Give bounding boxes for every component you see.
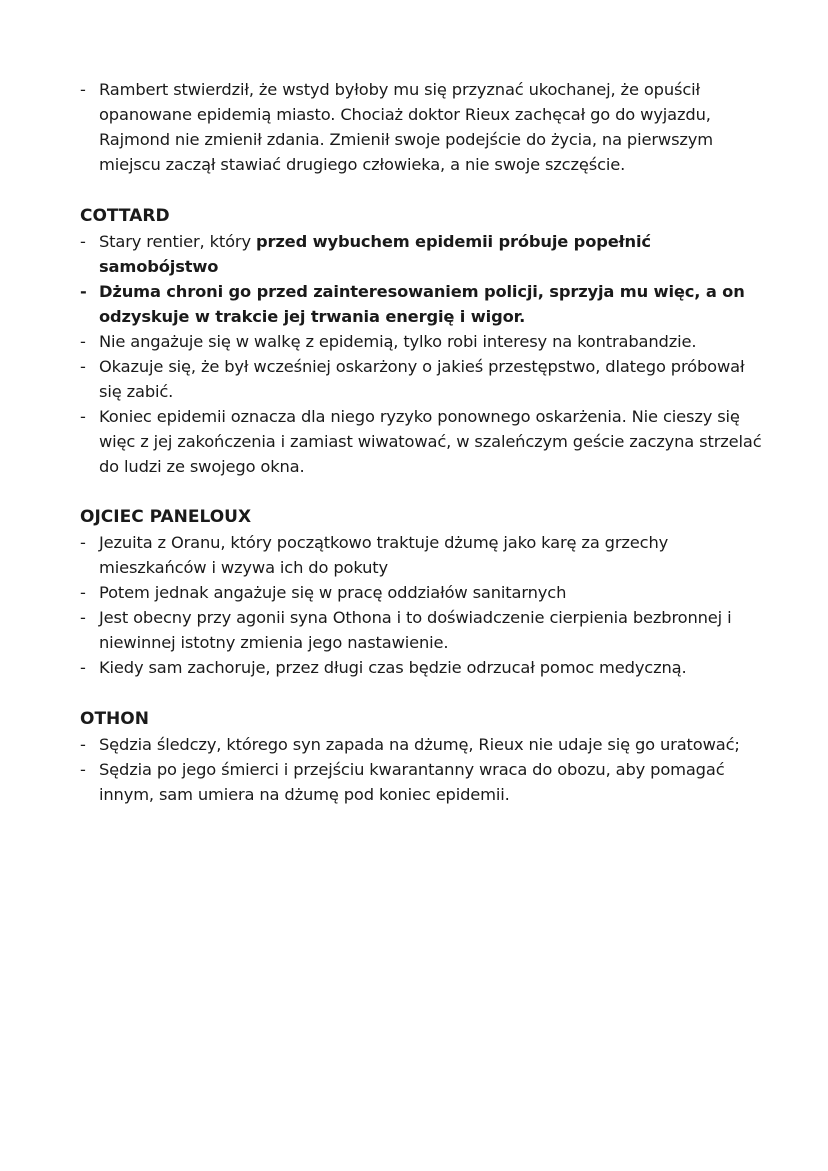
bullet-dash: - — [80, 735, 86, 754]
bullet-dash: - — [80, 760, 86, 779]
list-item-text: Jest obecny przy agonii syna Othona i to doświadczenie cierpienia bezbronnej i niewinnej istotny zmienia jego nastawienie. — [99, 608, 732, 652]
othon-list — [80, 732, 768, 807]
list-item-text: Rambert stwierdził, że wstyd byłoby mu się przyznać ukochanej, że opuścił opanowane epidemią miasto. Chociaż doktor Rieux zachęcał go do wyjazdu, Rajmond nie zmienił zdania. Zmienił swoje podejście do życia, na pierwszym miejscu zaczął stawiać drugiego człowieka, a nie swoje szczęście. — [99, 80, 713, 174]
list-item — [80, 580, 768, 605]
list-item-text: Potem jednak angażuje się w pracę oddziałów sanitarnych — [99, 583, 567, 602]
list-item — [80, 757, 768, 807]
list-item-text: Okazuje się, że był wcześniej oskarżony o jakieś przestępstwo, dlatego próbował się zabić. — [99, 357, 745, 401]
list-item-text-plain: Stary rentier, który — [99, 232, 256, 251]
bullet-dash: - — [80, 407, 86, 426]
section-heading-paneloux: OJCIEC PANELOUX — [80, 507, 252, 527]
list-item-text: Sędzia śledczy, którego syn zapada na dżumę, Rieux nie udaje się go uratować; — [99, 735, 740, 754]
list-item — [80, 329, 768, 354]
bullet-dash: - — [80, 232, 86, 251]
list-item — [80, 605, 768, 655]
bullet-dash: - — [80, 533, 86, 552]
intro-list — [80, 77, 768, 177]
bullet-dash: - — [80, 80, 86, 99]
bullet-dash: - — [80, 608, 86, 627]
list-item — [80, 655, 768, 680]
list-item — [80, 354, 768, 404]
list-item-text: Koniec epidemii oznacza dla niego ryzyko ponownego oskarżenia. Nie cieszy się więc z jej zakończenia i zamiast wiwatować, w szaleńczym geście zaczyna strzelać do ludzi ze swojego okna. — [99, 407, 762, 476]
list-item-text: Jezuita z Oranu, który początkowo traktuje dżumę jako karę za grzechy mieszkańców i wzywa ich do pokuty — [99, 533, 669, 577]
bullet-dash: - — [80, 583, 86, 602]
bullet-dash: - — [80, 357, 86, 376]
list-item — [80, 530, 768, 580]
list-item-text: Dżuma chroni go przed zainteresowaniem policji, sprzyja mu więc, a on odzyskuje w trakcie jej trwania energię i wigor. — [99, 282, 745, 326]
list-item-text-bold: przed wybuchem epidemii próbuje popełnić samobójstwo — [99, 232, 651, 276]
list-item — [80, 229, 768, 279]
list-item-text — [99, 232, 651, 276]
paneloux-list — [80, 530, 768, 680]
bullet-dash: - — [80, 332, 86, 351]
bullet-dash: - — [80, 282, 87, 301]
list-item — [80, 732, 768, 757]
cottard-list — [80, 229, 768, 479]
list-item-text: Nie angażuje się w walkę z epidemią, tylko robi interesy na kontrabandzie. — [99, 332, 697, 351]
section-heading-othon: OTHON — [80, 709, 149, 729]
section-heading-cottard: COTTARD — [80, 206, 170, 226]
bullet-dash: - — [80, 658, 86, 677]
list-item-text: Sędzia po jego śmierci i przejściu kwarantanny wraca do obozu, aby pomagać innym, sam umiera na dżumę pod koniec epidemii. — [99, 760, 725, 804]
list-item-text: Kiedy sam zachoruje, przez długi czas będzie odrzucał pomoc medyczną. — [99, 658, 687, 677]
list-item — [80, 404, 768, 479]
list-item — [80, 279, 768, 329]
list-item — [80, 77, 768, 177]
